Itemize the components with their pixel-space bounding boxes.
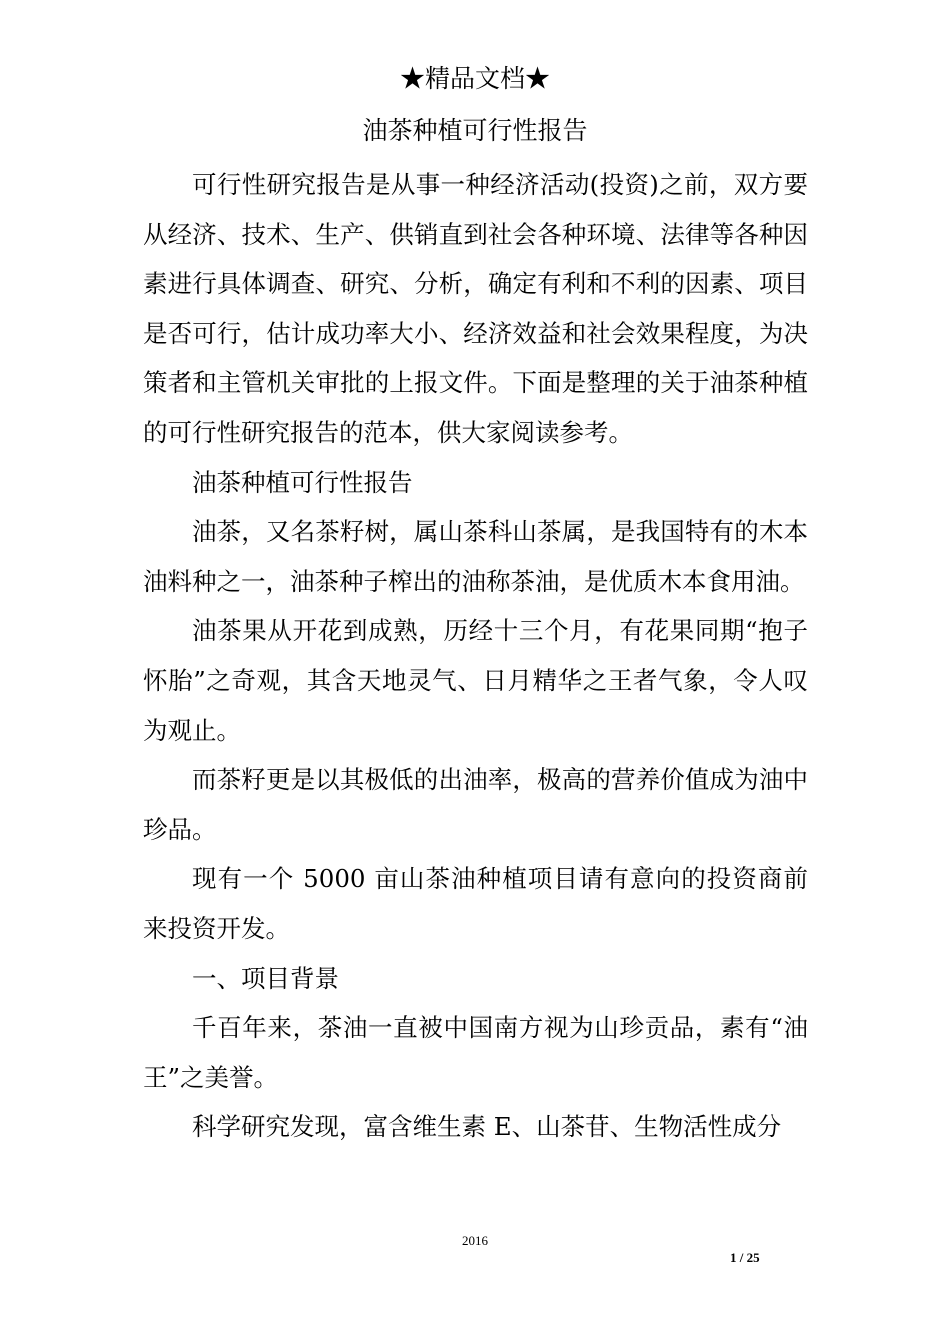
paragraph-project: 现有一个 5000 亩山茶油种植项目请有意向的投资商前来投资开发。 xyxy=(143,864,808,943)
document-body xyxy=(143,160,808,1152)
page-number: 1 / 25 xyxy=(730,1250,760,1265)
paragraph-seed: 而茶籽更是以其极低的出油率，极高的营养价值成为油中珍品。 xyxy=(143,765,808,844)
document-banner: ★精品文档★ xyxy=(399,64,550,93)
document-title: 油茶种植可行性报告 xyxy=(362,116,588,145)
paragraph-camellia-definition: 油茶，又名茶籽树，属山茶科山茶属，是我国特有的木本油料种之一，油茶种子榨出的油称茶油，是优质木本食用油。 xyxy=(143,517,808,596)
paragraph-subtitle: 油茶种植可行性报告 xyxy=(192,467,413,497)
paragraph-intro: 可行性研究报告是从事一种经济活动(投资)之前，双方要从经济、技术、生产、供销直到社会各种环境、法律等各种因素进行具体调查、研究、分析，确定有利和不利的因素、项目是否可行，估计成功率大小、经济效益和社会效果程度，为决策者和主管机关审批的上报文件。下面是整理的关于油茶种植的可行性研究报告的范本，供大家阅读参考。 xyxy=(143,170,808,447)
paragraph-research: 科学研究发现，富含维生素 E、山茶苷、生物活性成分 xyxy=(192,1112,782,1142)
paragraph-history: 千百年来，茶油一直被中国南方视为山珍贡品，素有“油王”之美誉。 xyxy=(143,1013,808,1092)
paragraph-fruit: 油茶果从开花到成熟，历经十三个月，有花果同期“抱子怀胎”之奇观，其含天地灵气、日月精华之王者气象，令人叹为观止。 xyxy=(143,616,808,745)
footer-year: 2016 xyxy=(462,1233,488,1248)
section-heading-background: 一、项目背景 xyxy=(192,963,339,993)
